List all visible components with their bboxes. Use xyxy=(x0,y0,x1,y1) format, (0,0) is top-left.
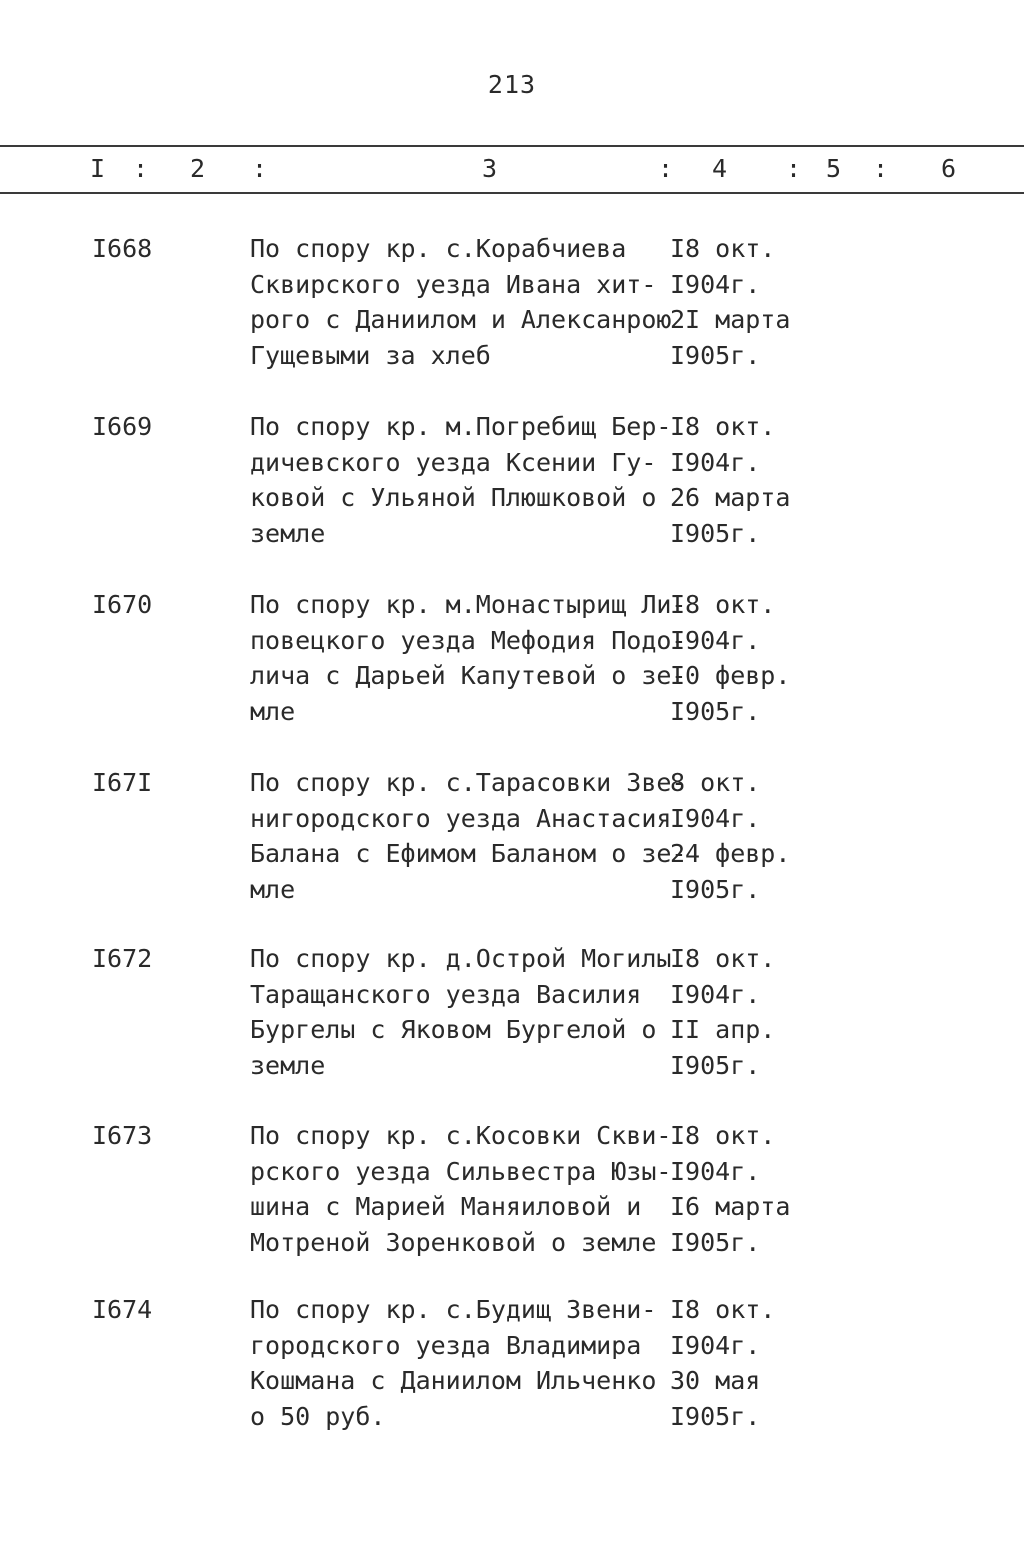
end-date-day: 24 февр. xyxy=(670,839,791,868)
column-separator: : xyxy=(658,154,674,183)
description-line: рого с Даниилом и Алексанрою xyxy=(250,305,672,334)
description-line: По спору кр. с.Будищ Звени- xyxy=(250,1295,657,1324)
start-date-day: I8 окт. xyxy=(670,412,776,441)
case-dates xyxy=(670,1292,870,1434)
description-line: По спору кр. м.Монастырищ Ли- xyxy=(250,590,687,619)
case-description xyxy=(250,765,687,907)
case-dates xyxy=(670,1118,870,1260)
case-number: I668 xyxy=(92,234,153,263)
case-number: I672 xyxy=(92,944,153,973)
column-separator: : xyxy=(252,154,268,183)
column-header-6: 6 xyxy=(941,154,957,183)
start-date-day: I8 окт. xyxy=(670,590,776,619)
case-dates xyxy=(670,765,870,907)
description-line: По спору кр. д.Острой Могилы xyxy=(250,944,672,973)
start-date-year: I904г. xyxy=(670,1156,761,1186)
start-date-year: I904г. xyxy=(670,803,761,833)
description-line: шина с Марией Маняиловой и xyxy=(250,1192,642,1221)
column-header-3: 3 xyxy=(482,154,498,183)
case-dates xyxy=(670,409,870,551)
start-date-day: I8 окт. xyxy=(670,944,776,973)
end-date-year: I905г. xyxy=(670,1401,761,1431)
description-line: Балана с Ефимом Баланом о зе- xyxy=(250,839,687,868)
description-line: дичевского уезда Ксении Гу- xyxy=(250,447,657,477)
column-header-1: I xyxy=(90,154,106,183)
end-date-day: 2I марта xyxy=(670,305,791,334)
case-number: I67I xyxy=(92,768,153,797)
description-line: лича с Дарьей Капутевой о зе- xyxy=(250,661,687,690)
column-header-4: 4 xyxy=(712,154,728,183)
start-date-year: I904г. xyxy=(670,979,761,1009)
start-date-day: I8 окт. xyxy=(670,1295,776,1324)
case-description xyxy=(250,409,680,551)
end-date-year: I905г. xyxy=(670,696,761,726)
end-date-day: I0 февр. xyxy=(670,661,791,690)
description-line: Кошмана с Даниилом Ильченко xyxy=(250,1366,657,1395)
end-date-day: II апр. xyxy=(670,1015,776,1044)
end-date-day: I6 марта xyxy=(670,1192,791,1221)
page-number: 213 xyxy=(487,70,537,99)
end-date-year: I905г. xyxy=(670,340,761,370)
start-date-day: I8 окт. xyxy=(670,1121,776,1150)
description-line: нигородского уезда Анастасия xyxy=(250,803,672,833)
header-top-rule xyxy=(0,145,1024,147)
description-line: земле xyxy=(250,518,326,548)
end-date-year: I905г. xyxy=(670,1050,761,1080)
end-date-year: I905г. xyxy=(670,1227,761,1257)
description-line: повецкого уезда Мефодия Подо- xyxy=(250,625,687,655)
description-line: мле xyxy=(250,874,296,904)
description-line: ковой с Ульяной Плюшковой о xyxy=(250,483,657,512)
start-date-year: I904г. xyxy=(670,447,761,477)
description-line: По спору кр. с.Корабчиева xyxy=(250,234,627,263)
case-number: I670 xyxy=(92,590,153,619)
start-date-day: I8 окт. xyxy=(670,234,776,263)
description-line: Сквирского уезда Ивана хит- xyxy=(250,269,657,299)
start-date-year: I904г. xyxy=(670,269,761,299)
case-description xyxy=(250,231,680,373)
end-date-day: 30 мая xyxy=(670,1366,761,1395)
case-description xyxy=(250,587,687,729)
column-header-row xyxy=(0,154,1024,184)
description-line: По спору кр. с.Тарасовки Зве- xyxy=(250,768,687,797)
description-line: о 50 руб. xyxy=(250,1401,386,1431)
description-line: Мотреной Зоренковой о земле xyxy=(250,1227,657,1257)
description-line: Таращанского уезда Василия xyxy=(250,979,642,1009)
case-description xyxy=(250,1118,680,1260)
end-date-year: I905г. xyxy=(670,518,761,548)
description-line: мле xyxy=(250,696,296,726)
case-description xyxy=(250,1292,680,1434)
case-number: I673 xyxy=(92,1121,153,1150)
end-date-year: I905г. xyxy=(670,874,761,904)
column-separator: : xyxy=(133,154,149,183)
description-line: рского уезда Сильвестра Юзы- xyxy=(250,1156,672,1186)
case-number: I674 xyxy=(92,1295,153,1324)
description-line: городского уезда Владимира xyxy=(250,1330,642,1360)
case-description xyxy=(250,941,680,1083)
case-number: I669 xyxy=(92,412,153,441)
case-dates xyxy=(670,941,870,1083)
header-bottom-rule xyxy=(0,192,1024,194)
start-date-day: 8 окт. xyxy=(670,768,761,797)
case-dates xyxy=(670,587,870,729)
start-date-year: I904г. xyxy=(670,625,761,655)
description-line: земле xyxy=(250,1050,326,1080)
column-header-5: 5 xyxy=(826,154,842,183)
column-separator: : xyxy=(873,154,889,183)
description-line: Гущевыми за хлеб xyxy=(250,340,491,370)
column-separator: : xyxy=(786,154,802,183)
column-header-2: 2 xyxy=(190,154,206,183)
description-line: Бургелы с Яковом Бургелой о xyxy=(250,1015,657,1044)
end-date-day: 26 марта xyxy=(670,483,791,512)
description-line: По спору кр. м.Погребищ Бер- xyxy=(250,412,672,441)
description-line: По спору кр. с.Косовки Скви- xyxy=(250,1121,672,1150)
start-date-year: I904г. xyxy=(670,1330,761,1360)
case-dates xyxy=(670,231,870,373)
